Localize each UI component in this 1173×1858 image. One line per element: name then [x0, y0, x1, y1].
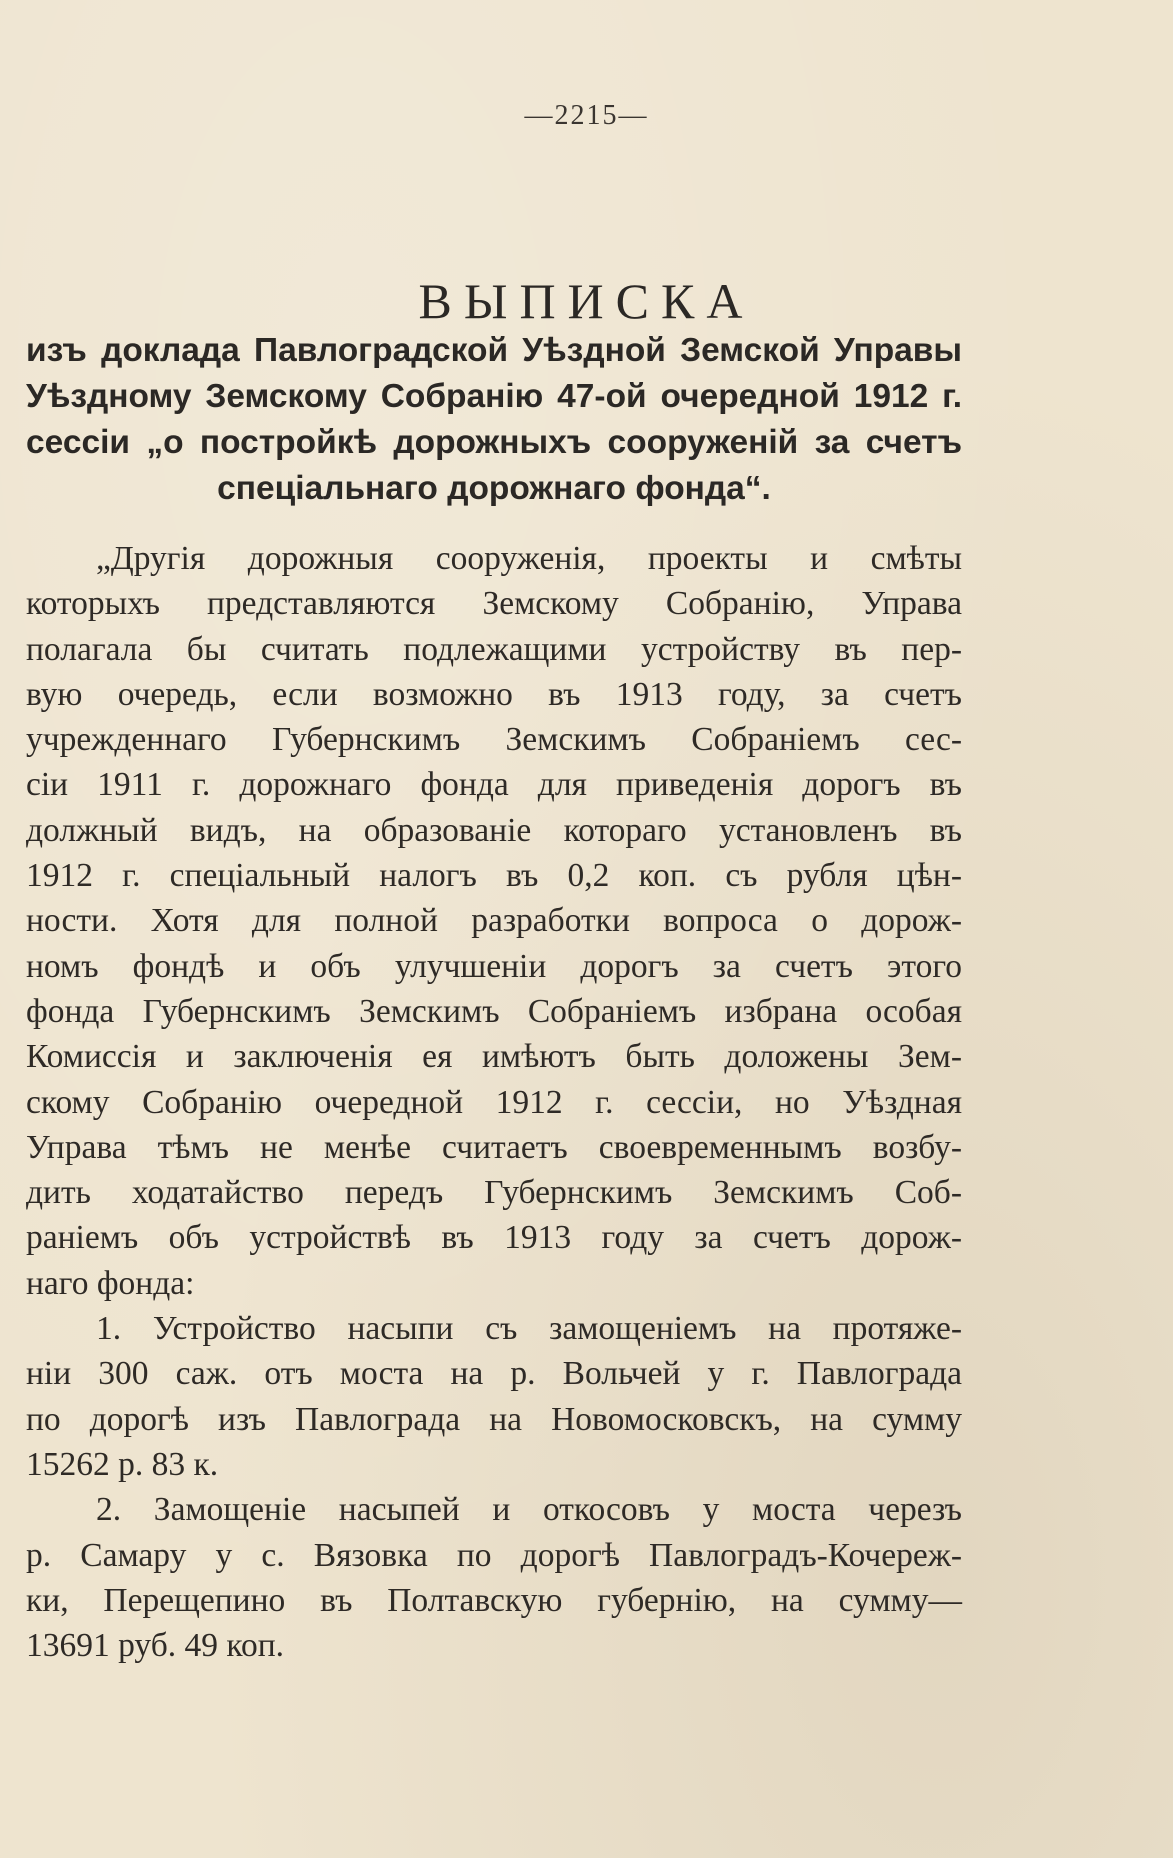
- subtitle-line: спеціальнаго дорожнаго фонда“.: [217, 470, 771, 507]
- body-line: скому Собранію очередной 1912 г. сессіи, но Уѣздная: [26, 1083, 962, 1121]
- list-item-line: 13691 руб. 49 коп.: [26, 1627, 285, 1665]
- body-line: фонда Губернскимъ Земскимъ Собраніемъ избрана особая: [26, 992, 962, 1030]
- body-line: дить ходатайство передъ Губернскимъ Земскимъ Соб-: [26, 1174, 962, 1212]
- body-line: полагала бы считать подлежащими устройству въ пер-: [26, 630, 962, 668]
- body-line: вую очередь, если возможно въ 1913 году, за счетъ: [26, 675, 962, 713]
- body-line: учрежденнаго Губернскимъ Земскимъ Собраніемъ сес-: [26, 721, 962, 759]
- list-item-line: 1. Устройство насыпи съ замощеніемъ на протяже-: [96, 1310, 962, 1348]
- body-line: 1912 г. спеціальный налогъ въ 0,2 коп. съ рубля цѣн-: [26, 857, 962, 895]
- body-line: ности. Хотя для полной разработки вопроса о дорож-: [26, 902, 962, 940]
- subtitle-line: изъ доклада Павлоградской Уѣздной Земской Управы: [26, 332, 962, 369]
- body-line: Комиссія и заключенія ея имѣютъ быть доложены Зем-: [26, 1038, 962, 1076]
- list-item-line: ніи 300 саж. отъ моста на р. Вольчей у г. Павлограда: [26, 1355, 962, 1393]
- page-number: —2215—: [524, 100, 649, 131]
- list-item-line: ки, Перещепино въ Полтавскую губернію, на сумму—: [26, 1581, 962, 1619]
- document-title: ВЫПИСКА: [418, 272, 755, 329]
- body-line: сіи 1911 г. дорожнаго фонда для приведенія дорогъ въ: [26, 766, 962, 804]
- subtitle-line: сессіи „о постройкѣ дорожныхъ сооруженій за счетъ: [26, 424, 962, 461]
- body-line: раніемъ объ устройствѣ въ 1913 году за счетъ дорож-: [26, 1219, 962, 1257]
- list-item-line: р. Самару у с. Вязовка по дорогѣ Павлоградъ-Кочереж-: [26, 1536, 962, 1574]
- document-subtitle: [26, 328, 962, 512]
- body-line: должный видъ, на образованіе котораго установленъ въ: [26, 811, 962, 849]
- document-body: [26, 536, 962, 1668]
- body-line: наго фонда:: [26, 1264, 195, 1302]
- body-line: Управа тѣмъ не менѣе считаетъ своевременнымъ возбу-: [26, 1128, 962, 1166]
- list-item-line: 15262 р. 83 к.: [26, 1445, 219, 1483]
- list-item-line: 2. Замощеніе насыпей и откосовъ у моста черезъ: [96, 1491, 962, 1529]
- body-line: „Другія дорожныя сооруженія, проекты и смѣты: [96, 540, 962, 577]
- list-item-line: по дорогѣ изъ Павлограда на Новомосковскъ, на сумму: [26, 1400, 962, 1438]
- body-line: номъ фондѣ и объ улучшеніи дорогъ за счетъ этого: [26, 947, 962, 985]
- body-line: которыхъ представляются Земскому Собранію, Управа: [26, 585, 962, 623]
- subtitle-line: Уѣздному Земскому Собранію 47-ой очередной 1912 г.: [26, 378, 962, 415]
